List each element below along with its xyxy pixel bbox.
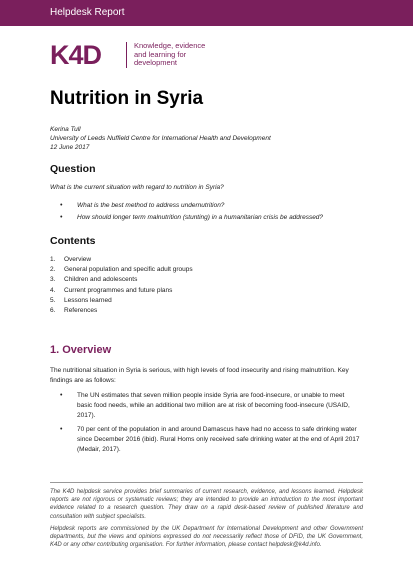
contents-item-number: 2. <box>50 266 56 274</box>
overview-heading: 1. Overview <box>50 344 112 356</box>
contents-item[interactable] <box>50 275 193 285</box>
contents-item-number: 6. <box>50 307 56 315</box>
author-affiliation: University of Leeds Nuffield Centre for International Health and Development <box>50 135 271 142</box>
contents-item-number: 1. <box>50 256 56 263</box>
contents-item[interactable] <box>50 286 193 296</box>
question-item: • What is the best method to address undernutrition? <box>60 201 323 210</box>
logo-tagline-line: development <box>134 58 177 68</box>
logo-tagline-line: and learning for <box>134 49 187 59</box>
page-title: Nutrition in Syria <box>50 88 204 109</box>
footer-paragraph: Helpdesk reports are commissioned by the UK Department for International Development and other Government departments, but the views and opinions expressed do not necessarily reflect those of DFID, the UK Government, K4D or any other contributing organisation. For further information, please contact helpdesk@k4d.info. <box>50 525 363 549</box>
contents-item[interactable] <box>50 306 193 316</box>
author-block <box>50 125 271 152</box>
contents-item-label: General population and specific adult groups <box>64 266 193 274</box>
overview-intro: The nutritional situation in Syria is serious, with high levels of food insecurity and rising malnutrition. Key findings are as follows: <box>50 367 349 384</box>
footer-disclaimer <box>50 488 363 553</box>
contents-item-number: 5. <box>50 296 56 304</box>
report-date: 12 June 2017 <box>50 144 90 151</box>
header-label: Helpdesk Report <box>50 7 125 18</box>
contents-item-label: Lessons learned <box>64 296 112 304</box>
contents-item[interactable] <box>50 265 193 275</box>
contents-item-label: Children and adolescents <box>64 276 138 284</box>
contents-item-label: Current programmes and future plans <box>64 286 173 294</box>
question-heading: Question <box>50 163 96 175</box>
contents-item-number: 3. <box>50 276 56 284</box>
author-name: Kerina Tull <box>50 126 81 133</box>
question-item: • How should longer term malnutrition (stunting) in a humanitarian crisis be addressed? <box>60 213 323 222</box>
contents-item-label: References <box>64 307 98 315</box>
logo-tagline <box>134 42 254 68</box>
logo-divider <box>126 42 127 68</box>
contents-heading: Contents <box>50 235 96 247</box>
contents-item-number: 4. <box>50 286 56 294</box>
logo-mark: K4D <box>50 40 102 70</box>
overview-findings <box>60 391 360 459</box>
question-list <box>60 201 323 225</box>
finding-item: • The UN estimates that seven million people inside Syria are food-insecure, or unable to meet basic food needs, while an additional two million are at risk of becoming food-insecure (USAID, 2017). <box>60 391 360 421</box>
finding-item: • 70 per cent of the population in and around Damascus have had no access to safe drinking water since December 2016 (ibid). Rural Homs only received safe drinking water at the end of April 2017 (Medair, 2017). <box>60 425 360 455</box>
contents-item-label: Overview <box>64 256 92 263</box>
question-intro: What is the current situation with regard to nutrition in Syria? <box>50 184 224 191</box>
logo-tagline-line: Knowledge, evidence <box>134 41 206 50</box>
footer-paragraph: The K4D helpdesk service provides brief summaries of current research, evidence, and lessons learned. Helpdesk reports are not rigorous or systematic reviews; they are intended to provide an introduction to the most important evidence related to a research question. They draw on a rapid desk-based review of published literature and consultation with subject specialists. <box>50 489 363 520</box>
table-of-contents <box>50 255 193 316</box>
contents-item[interactable] <box>50 296 193 306</box>
contents-item[interactable] <box>50 255 193 265</box>
header-bar <box>0 0 413 26</box>
footer-divider <box>50 482 363 483</box>
